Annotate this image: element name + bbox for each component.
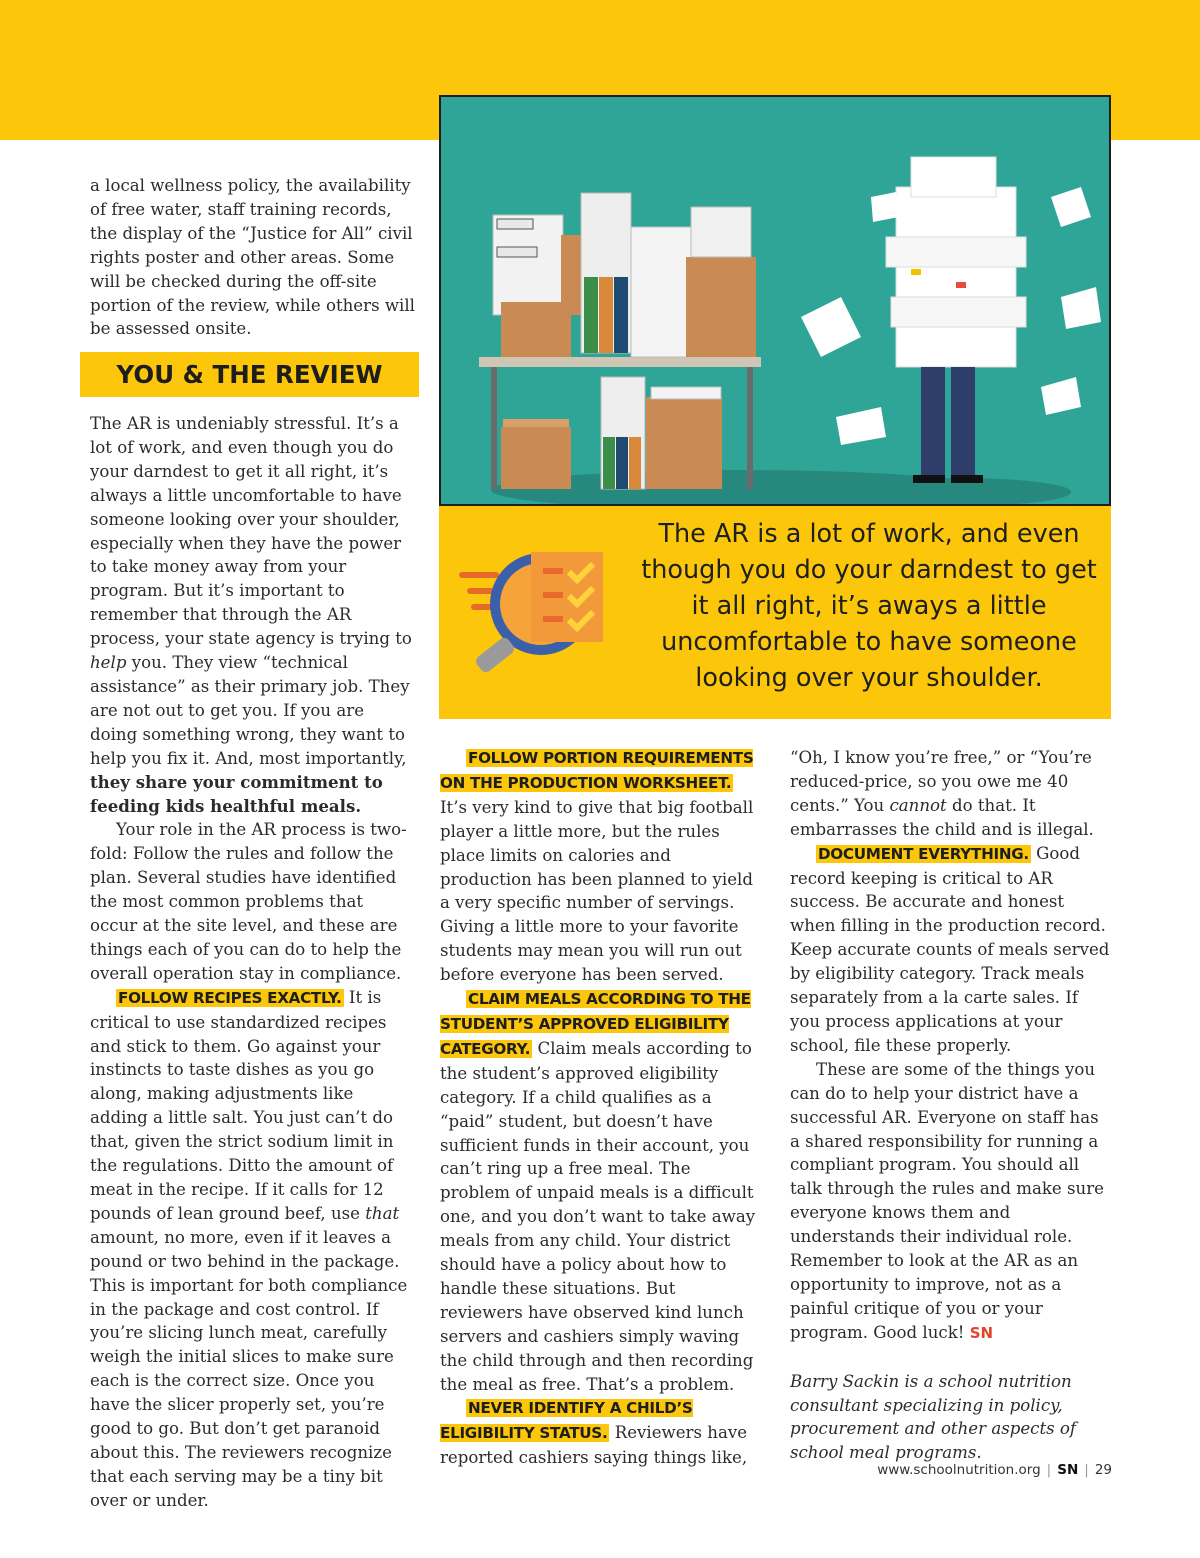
footer-url: www.schoolnutrition.org xyxy=(877,1462,1041,1478)
col1-paragraph-2: Your role in the AR process is two-fold: Follow the rules and follow the plan. Several studies have identified the most common problems that occur at the site level, and these are things each of you can do to help the overall operation stay in compliance. xyxy=(90,820,407,983)
author-byline: Barry Sackin is a school nutrition consultant specializing in policy, procurement and other aspects of school meal programs. xyxy=(790,1371,1077,1463)
col3-paragraph-1: “Oh, I know you’re free,” or “You’re reduced-price, so you owe me 40 cents.” You cannot do that. It embarrasses the child and is illegal. xyxy=(790,748,1094,839)
pull-quote-text: The AR is a lot of work, and even though you do your darndest to get it all right, it’s aways a little uncomfortable to have someone looking over your shoulder. xyxy=(641,519,1097,693)
sn-end-mark: SN xyxy=(969,1323,994,1342)
col1-paragraph-1: The AR is undeniably stressful. It’s a lot of work, and even though you do your darndest to get it all right, it’s always a little uncomfortable to have someone looking over your shoulder, especially when they have the power to take money away from your program. But it’s important to remember that through the AR process, your state agency is trying to help you. They view “technical assistance” as their primary job. They are not out to get you. If you are doing something wrong, they want to help you fix it. And, most importantly, they share your commitment to feeding kids healthful meals. xyxy=(90,414,412,816)
page-number: 29 xyxy=(1094,1462,1112,1478)
section-heading xyxy=(80,352,419,397)
col3-paragraph-3: These are some of the things you can do to help your district have a successful AR. Everyone on staff has a shared responsibility for running a compliant program. You should all talk through the rules and make sure everyone knows them and understands their individual role. Remember to look at the AR as an opportunity to improve, not as a painful critique of you or your program. Good luck! SN xyxy=(790,1059,1104,1342)
section-heading-text: YOU & THE REVIEW xyxy=(116,360,383,389)
column-3 xyxy=(790,746,1110,1465)
column-1 xyxy=(90,412,415,1513)
col2-paragraph-3: NEVER IDENTIFY A CHILD’S ELIGIBILITY STATUS. Reviewers have reported cashiers saying things like, xyxy=(440,1399,748,1468)
page-footer: www.schoolnutrition.org | SN | 29 xyxy=(877,1462,1112,1478)
paperwork-illustration-svg xyxy=(441,97,1109,504)
subhead-document-everything: DOCUMENT EVERYTHING. xyxy=(818,844,1029,863)
col1-paragraph-3: FOLLOW RECIPES EXACTLY. It is critical to use standardized recipes and stick to them. Go against your instincts to taste dishes as you go along, making adjustments like adding a little salt. You just can’t do that, given the strict sodium limit in the regulations. Ditto the amount of meat in the recipe. If it calls for 12 pounds of lean ground beef, use that amount, no more, even if it leaves a pound or two behind in the package. This is important for both compliance in the package and cost control. If you’re slicing lunch meat, carefully weigh the initial slices to make sure each is the correct size. Once you have the slicer properly set, you’re good to go. But don’t get paranoid about this. The reviewers recognize that each serving may be a tiny bit over or under. xyxy=(90,987,408,1510)
subhead-follow-recipes: FOLLOW RECIPES EXACTLY. xyxy=(118,988,342,1007)
column-2 xyxy=(440,746,760,1470)
col3-paragraph-2: DOCUMENT EVERYTHING. Good record keeping is critical to AR success. Be accurate and honest when filling in the production record. Keep accurate counts of meals served by eligibility category. Track meals separately from a la carte sales. If you process applications at your school, file these properly. xyxy=(790,843,1110,1055)
subhead-claim-meals: CLAIM MEALS ACCORDING TO THE STUDENT’S APPROVED ELIGIBILITY CATEGORY. xyxy=(440,990,751,1058)
pull-quote-box xyxy=(439,506,1111,719)
col2-paragraph-1: FOLLOW PORTION REQUIREMENTS ON THE PRODUCTION WORKSHEET. It’s very kind to give that big football player a little more, but the rules place limits on calories and production has been planned to yield a very specific number of servings. Giving a little more to your favorite students may mean you will run out before everyone has been served. xyxy=(440,749,754,985)
magnifier-checklist-icon xyxy=(451,534,621,684)
footer-brand: SN xyxy=(1057,1462,1079,1478)
intro-text: a local wellness policy, the availability of free water, staff training records, the display of the “Justice for All” civil rights poster and other areas. Some will be checked during the off-site portion of the review, while others will be assessed onsite. xyxy=(90,176,415,339)
intro-paragraph xyxy=(90,174,415,341)
subhead-portion-requirements: FOLLOW PORTION REQUIREMENTS ON THE PRODUCTION WORKSHEET. xyxy=(440,749,754,792)
subhead-never-identify: NEVER IDENTIFY A CHILD’S ELIGIBILITY STATUS. xyxy=(440,1399,693,1443)
col2-paragraph-2: CLAIM MEALS ACCORDING TO THE STUDENT’S APPROVED ELIGIBILITY CATEGORY. Claim meals according to the student’s approved eligibility category. If a child qualifies as a “paid” student, but doesn’t have sufficient funds in their account, you can’t ring up a free meal. The problem of unpaid meals is a difficult one, and you don’t want to take away meals from any child. Your district should have a policy about how to handle these situations. But reviewers have observed kind lunch servers and cashiers simply waving the child through and then recording the meal as free. That’s a problem. xyxy=(440,990,756,1394)
paperwork-illustration xyxy=(439,95,1111,506)
